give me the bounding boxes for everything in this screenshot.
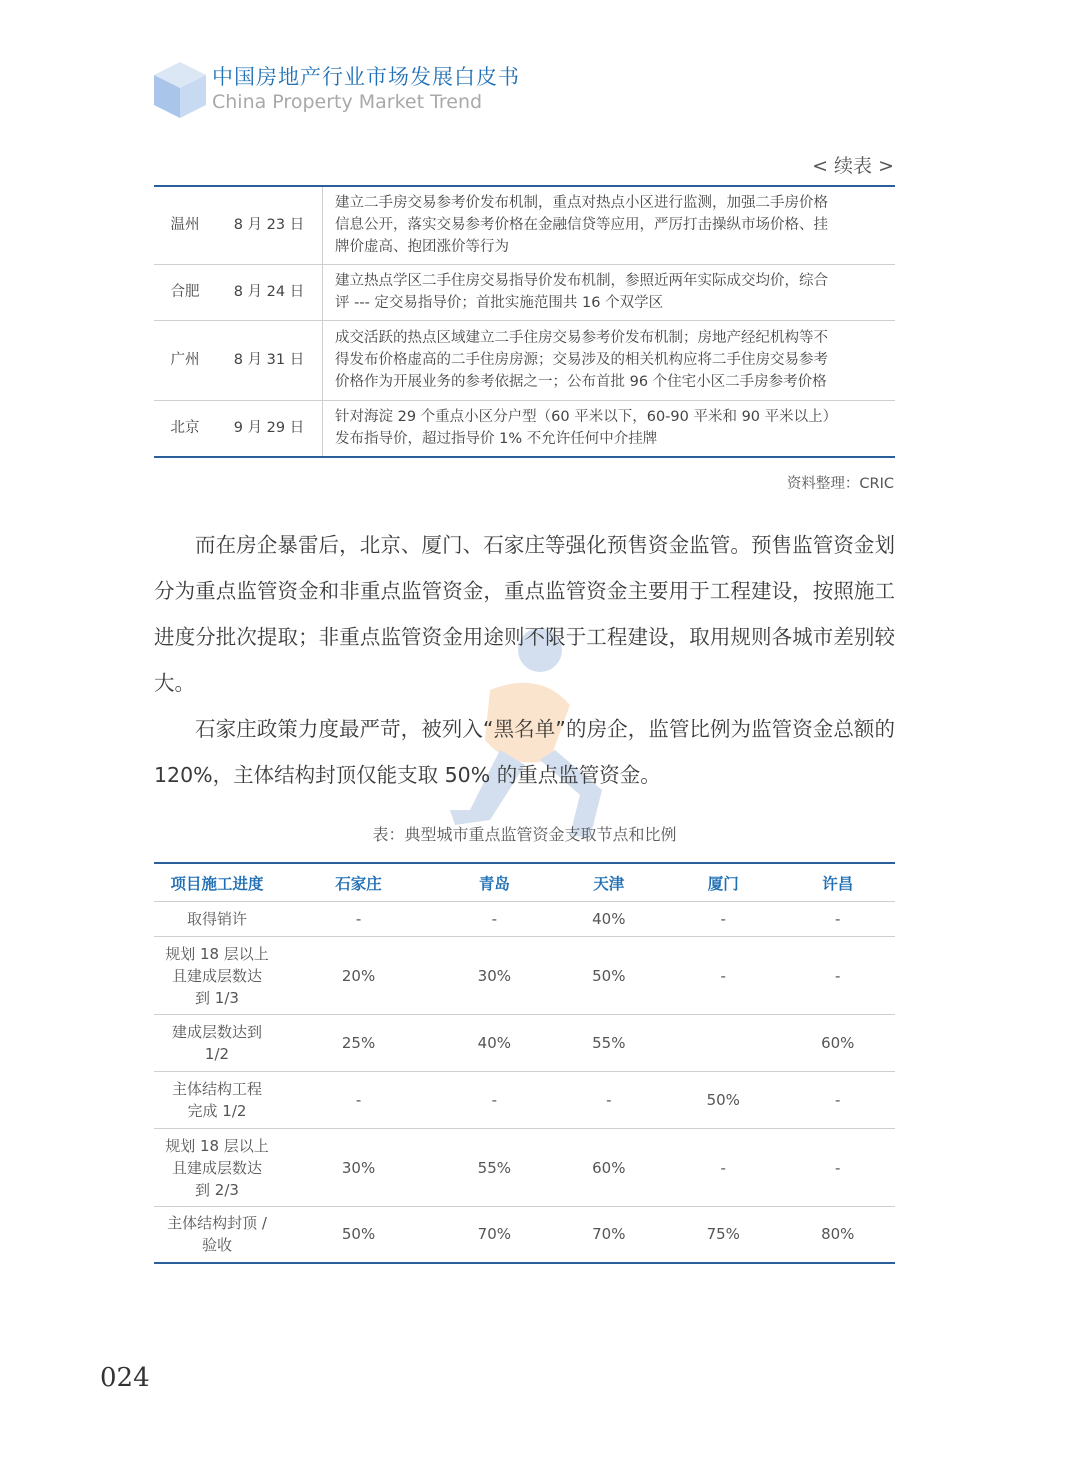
body-paragraph: 石家庄政策力度最严苛，被列入“黑名单”的房企，监管比例为监管资金总额的 120%，主体结构封顶仅能支取 50% 的重点监管资金。: [154, 717, 895, 787]
value-cell: -: [780, 1072, 895, 1129]
date-cell: 9 月 29 日: [216, 400, 323, 457]
value-cell: 40%: [437, 1015, 551, 1072]
stage-line: 到 1/3: [195, 988, 239, 1007]
city-cell: 北京: [154, 400, 216, 457]
policy-description: [323, 264, 896, 320]
stage-line: 主体结构工程: [171, 1080, 262, 1098]
value-cell: 30%: [437, 937, 551, 1015]
description-line: 牌价虚高、抱团涨价等行为: [335, 239, 509, 256]
description-line: 针对海淀 29 个重点小区分户型（60 平米以下，60-90 平米和 90 平米以上）: [335, 409, 838, 426]
value-cell: -: [780, 902, 895, 937]
value-cell: 50%: [280, 1207, 437, 1263]
table-row: [154, 264, 895, 320]
table-row: [154, 400, 895, 457]
value-cell: -: [666, 902, 780, 937]
page-header: [150, 58, 750, 128]
column-header: 许昌: [780, 863, 895, 902]
table-row: [154, 937, 895, 1015]
stage-line: 验收: [201, 1236, 232, 1255]
column-header: 厦门: [666, 863, 780, 902]
body-paragraph: 而在房企暴雷后，北京、厦门、石家庄等强化预售资金监管。预售监管资金划分为重点监管资金和非重点监管资金，重点监管资金主要用于工程建设，按照施工进度分批次提取；非重点监管资金用途则不限于工程建设，取用规则各城市差别较大。: [154, 533, 895, 695]
stage-line: 且建成层数达: [171, 1158, 262, 1177]
table-row: [154, 186, 895, 264]
value-cell: 70%: [437, 1207, 551, 1263]
stage-cell: [154, 1129, 280, 1207]
value-cell: 70%: [552, 1207, 666, 1263]
table-row: [154, 1129, 895, 1207]
city-cell: 广州: [154, 320, 216, 400]
stage-line: 且建成层数达: [171, 966, 262, 985]
table-caption: 表：典型城市重点监管资金支取节点和比例: [372, 825, 677, 844]
value-cell: [666, 1015, 780, 1072]
stage-cell: [154, 1072, 280, 1129]
description-line: 成交活跃的热点区域建立二手住房交易参考价发布机制；房地产经纪机构等不: [335, 330, 828, 346]
value-cell: 25%: [280, 1015, 437, 1072]
value-cell: 30%: [280, 1129, 437, 1207]
table-row: [154, 1015, 895, 1072]
value-cell: 60%: [552, 1129, 666, 1207]
stage-cell: [154, 937, 280, 1015]
city-cell: 温州: [154, 186, 216, 264]
stage-line: 1/2: [204, 1045, 230, 1063]
value-cell: -: [280, 1072, 437, 1129]
description-line: 信息公开，落实交易参考价格在金融信贷等应用，严厉打击操纵市场价格、挂: [335, 217, 828, 234]
value-cell: -: [280, 902, 437, 937]
column-header: 天津: [552, 863, 666, 902]
table-continued-label: < 续表 >: [812, 155, 894, 177]
document-title: 中国房地产行业市场发展白皮书: [212, 65, 520, 89]
stage-line: 到 2/3: [195, 1180, 239, 1199]
stage-line: 取得销许: [186, 910, 247, 928]
page-number: 024: [100, 1363, 150, 1393]
policy-description: [323, 320, 896, 400]
table-header-row: [154, 863, 895, 902]
date-cell: 8 月 23 日: [216, 186, 323, 264]
column-header: 青岛: [437, 863, 551, 902]
value-cell: 20%: [280, 937, 437, 1015]
city-cell: 合肥: [154, 264, 216, 320]
table-row: [154, 902, 895, 937]
value-cell: 60%: [780, 1015, 895, 1072]
supervision-ratio-table: [154, 862, 895, 1264]
stage-line: 规划 18 层以上: [165, 1136, 269, 1155]
value-cell: -: [437, 1072, 551, 1129]
value-cell: 75%: [666, 1207, 780, 1263]
cube-logo-icon: [150, 58, 210, 120]
description-line: 发布指导价，超过指导价 1% 不允许任何中介挂牌: [335, 431, 658, 448]
stage-line: 建成层数达到: [171, 1023, 262, 1041]
document-subtitle: China Property Market Trend: [212, 91, 483, 113]
value-cell: -: [552, 1072, 666, 1129]
column-header: 项目施工进度: [154, 863, 280, 902]
column-header: 石家庄: [280, 863, 437, 902]
stage-line: 规划 18 层以上: [165, 944, 269, 963]
stage-line: 主体结构封顶 /: [167, 1214, 267, 1233]
table-row: [154, 1207, 895, 1263]
table-row: [154, 320, 895, 400]
stage-cell: [154, 1015, 280, 1072]
value-cell: 80%: [780, 1207, 895, 1263]
description-line: 得发布价格虚高的二手住房房源；交易涉及的相关机构应将二手住房交易参考: [335, 352, 828, 368]
stage-cell: [154, 902, 280, 937]
policy-table: [154, 185, 895, 458]
description-line: 评 --- 定交易指导价；首批实施范围共 16 个双学区: [335, 295, 664, 311]
value-cell: -: [666, 1129, 780, 1207]
stage-cell: [154, 1207, 280, 1263]
description-line: 建立二手房交易参考价发布机制，重点对热点小区进行监测，加强二手房价格: [335, 195, 828, 212]
stage-line: 完成 1/2: [187, 1102, 247, 1120]
value-cell: 50%: [552, 937, 666, 1015]
policy-description: [323, 400, 896, 457]
source-note: 资料整理：CRIC: [786, 476, 894, 492]
description-line: 价格作为开展业务的参考依据之一；公布首批 96 个住宅小区二手房参考价格: [335, 374, 827, 390]
value-cell: -: [437, 902, 551, 937]
value-cell: -: [780, 937, 895, 1015]
value-cell: 55%: [437, 1129, 551, 1207]
date-cell: 8 月 31 日: [216, 320, 323, 400]
value-cell: -: [780, 1129, 895, 1207]
date-cell: 8 月 24 日: [216, 264, 323, 320]
value-cell: -: [666, 937, 780, 1015]
value-cell: 55%: [552, 1015, 666, 1072]
value-cell: 50%: [666, 1072, 780, 1129]
policy-description: [323, 186, 896, 264]
value-cell: 40%: [552, 902, 666, 937]
description-line: 建立热点学区二手住房交易指导价发布机制，参照近两年实际成交均价，综合: [335, 273, 828, 289]
table-row: [154, 1072, 895, 1129]
